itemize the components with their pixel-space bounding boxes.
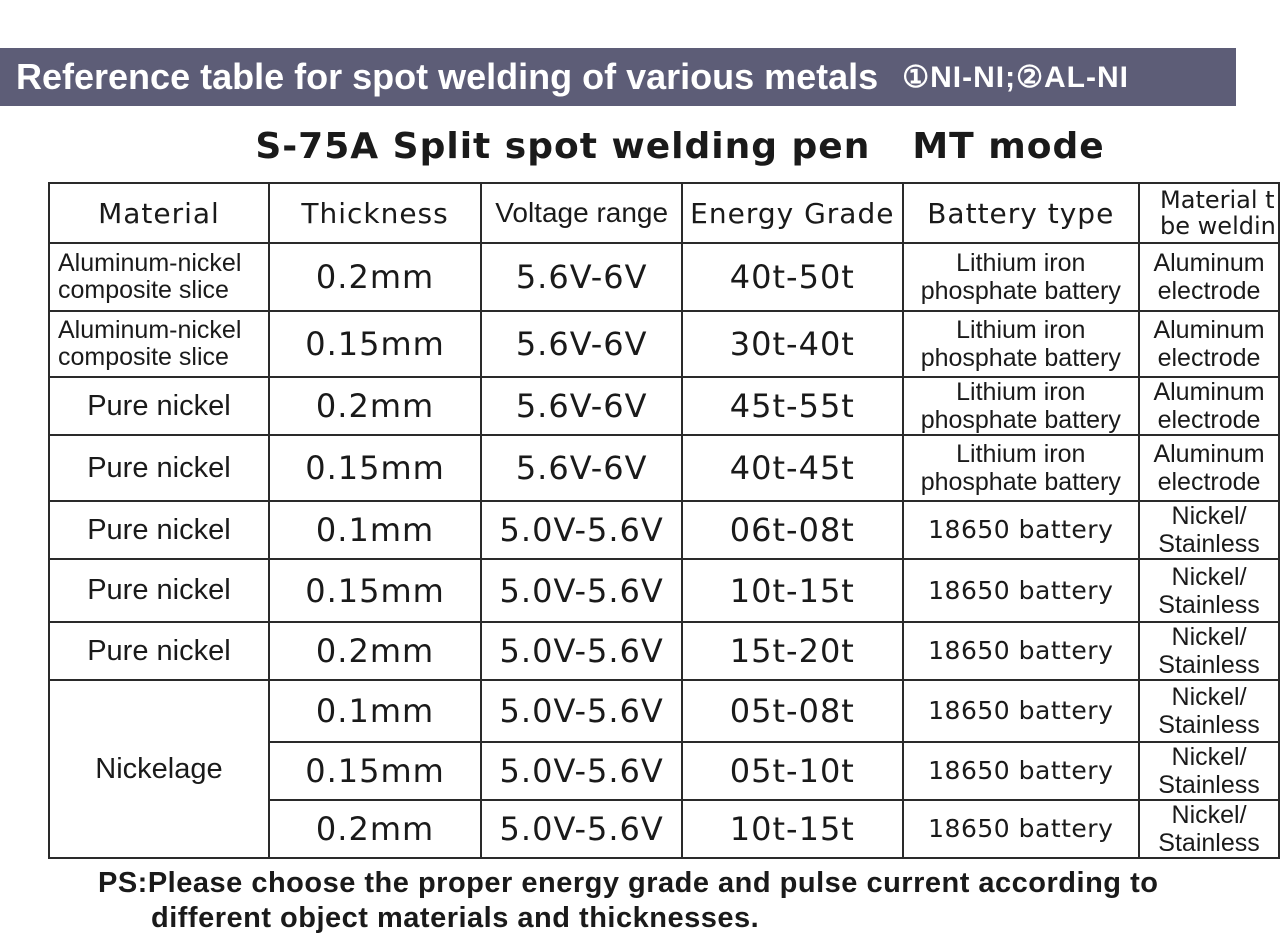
table-subtitle: [0, 126, 1280, 167]
cell-battery: Lithium iron phosphate battery: [903, 435, 1140, 501]
cell-target-material: Aluminum electrode: [1139, 311, 1279, 377]
cell-voltage: 5.0V-5.6V: [481, 501, 682, 559]
header-voltage: Voltage range: [481, 183, 682, 243]
cell-material: Pure nickel: [49, 622, 269, 680]
cell-target-material: Nickel/ Stainless: [1139, 742, 1279, 800]
cell-target-material: Nickel/ Stainless: [1139, 559, 1279, 622]
cell-energy: 05t-10t: [682, 742, 902, 800]
cell-battery: 18650 battery: [903, 501, 1140, 559]
cell-voltage: 5.6V-6V: [481, 311, 682, 377]
cell-battery: 18650 battery: [903, 742, 1140, 800]
welding-reference-table: [48, 182, 1280, 859]
cell-target-material: Aluminum electrode: [1139, 243, 1279, 311]
table-row: [49, 243, 1279, 311]
cell-energy: 05t-08t: [682, 680, 902, 742]
cell-voltage: 5.6V-6V: [481, 377, 682, 435]
footnote: [98, 866, 1280, 936]
header-energy: Energy Grade: [682, 183, 902, 243]
cell-energy: 40t-50t: [682, 243, 902, 311]
cell-material: Nickelage: [49, 680, 269, 858]
cell-battery: 18650 battery: [903, 622, 1140, 680]
cell-thickness: 0.1mm: [269, 501, 481, 559]
cell-thickness: 0.2mm: [269, 243, 481, 311]
cell-material: Pure nickel: [49, 501, 269, 559]
cell-target-material: Nickel/ Stainless: [1139, 622, 1279, 680]
cell-target-material: Aluminum electrode: [1139, 377, 1279, 435]
table-row: [49, 680, 1279, 742]
header-thickness: Thickness: [269, 183, 481, 243]
cell-material: Pure nickel: [49, 559, 269, 622]
cell-battery: 18650 battery: [903, 800, 1140, 858]
cell-voltage: 5.0V-5.6V: [481, 622, 682, 680]
cell-battery: Lithium iron phosphate battery: [903, 311, 1140, 377]
mode-label: MT mode: [912, 126, 1105, 167]
banner-modes: ①NI-NI;②AL-NI: [902, 60, 1129, 94]
table-row: [49, 559, 1279, 622]
table-header-row: [49, 183, 1279, 243]
header-battery: Battery type: [903, 183, 1140, 243]
cell-thickness: 0.15mm: [269, 435, 481, 501]
cell-thickness: 0.15mm: [269, 311, 481, 377]
cell-battery: 18650 battery: [903, 559, 1140, 622]
cell-energy: 30t-40t: [682, 311, 902, 377]
table-row: [49, 501, 1279, 559]
cell-energy: 10t-15t: [682, 800, 902, 858]
cell-material: Aluminum-nickel composite slice: [49, 311, 269, 377]
table-row: [49, 311, 1279, 377]
product-name: S-75A Split spot welding pen: [255, 126, 871, 167]
table-row: [49, 622, 1279, 680]
cell-battery: Lithium iron phosphate battery: [903, 243, 1140, 311]
cell-battery: 18650 battery: [903, 680, 1140, 742]
cell-material: Pure nickel: [49, 435, 269, 501]
cell-voltage: 5.0V-5.6V: [481, 559, 682, 622]
cell-thickness: 0.15mm: [269, 742, 481, 800]
cell-material: Aluminum-nickel composite slice: [49, 243, 269, 311]
cell-thickness: 0.15mm: [269, 559, 481, 622]
cell-thickness: 0.1mm: [269, 680, 481, 742]
cell-voltage: 5.6V-6V: [481, 243, 682, 311]
cell-target-material: Nickel/ Stainless: [1139, 800, 1279, 858]
footnote-line-2: different object materials and thicknesses.: [151, 902, 760, 934]
cell-energy: 45t-55t: [682, 377, 902, 435]
cell-voltage: 5.0V-5.6V: [481, 742, 682, 800]
cell-energy: 15t-20t: [682, 622, 902, 680]
header-material: Material: [49, 183, 269, 243]
table-row: [49, 435, 1279, 501]
cell-material: Pure nickel: [49, 377, 269, 435]
cell-thickness: 0.2mm: [269, 377, 481, 435]
cell-target-material: Nickel/ Stainless: [1139, 501, 1279, 559]
footnote-line-1: PS:Please choose the proper energy grade and pulse current according to: [98, 867, 1159, 899]
cell-target-material: Aluminum electrode: [1139, 435, 1279, 501]
header-target-material: Material t be weldin: [1139, 183, 1279, 243]
table-row: [49, 377, 1279, 435]
cell-voltage: 5.6V-6V: [481, 435, 682, 501]
title-banner: [0, 48, 1236, 106]
cell-voltage: 5.0V-5.6V: [481, 800, 682, 858]
cell-thickness: 0.2mm: [269, 622, 481, 680]
cell-thickness: 0.2mm: [269, 800, 481, 858]
cell-energy: 40t-45t: [682, 435, 902, 501]
cell-energy: 06t-08t: [682, 501, 902, 559]
cell-energy: 10t-15t: [682, 559, 902, 622]
cell-battery: Lithium iron phosphate battery: [903, 377, 1140, 435]
banner-title: Reference table for spot welding of various metals: [16, 56, 879, 97]
cell-voltage: 5.0V-5.6V: [481, 680, 682, 742]
cell-target-material: Nickel/ Stainless: [1139, 680, 1279, 742]
